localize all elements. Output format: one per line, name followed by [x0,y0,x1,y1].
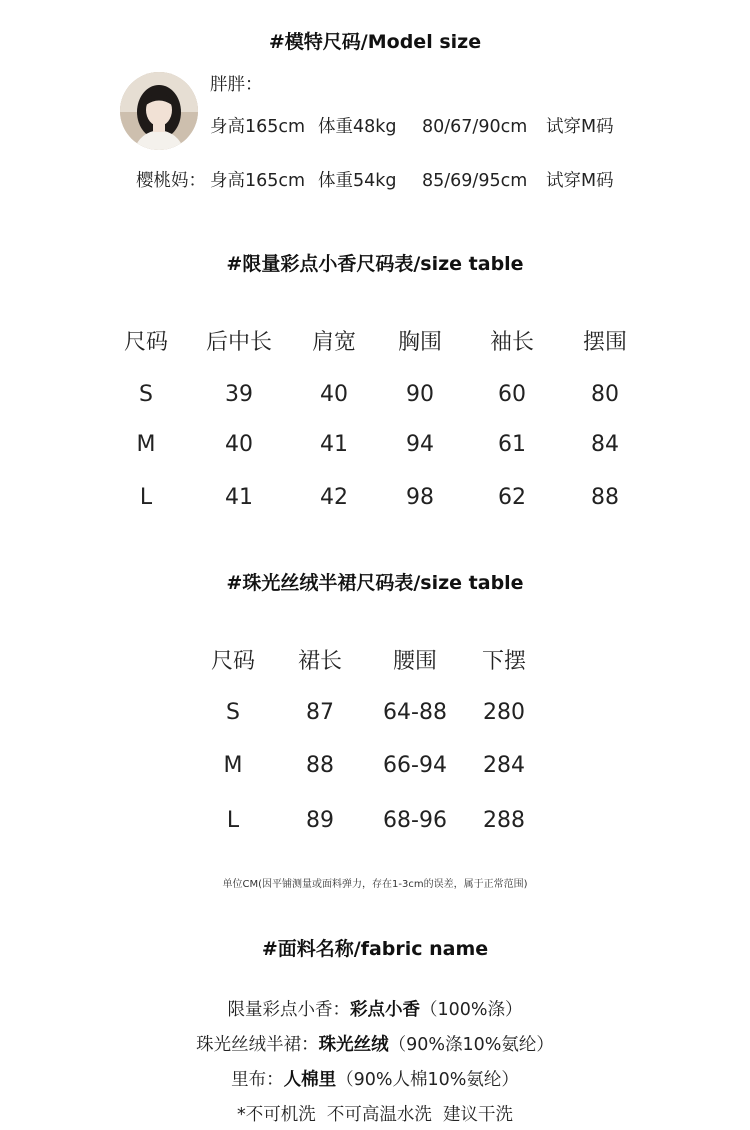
top-header-cell: 肩宽 [311,330,357,355]
top-cell: 61 [498,432,526,457]
top-cell: M [136,432,156,457]
skirt-size-table-heading: #珠光丝绒半裙尺码表/size table [226,572,524,594]
skirt-cell: 284 [483,753,525,778]
fabric-line-skirt-prefix: 珠光丝绒半裙： [196,1035,319,1055]
fabric-line-lining [0,1066,750,1091]
skirt-cell: 66-94 [383,753,447,778]
model-photo-icon [120,72,198,150]
skirt-cell: 88 [306,753,334,778]
top-size-table-heading: #限量彩点小香尺码表/size table [226,253,524,275]
top-cell: S [139,382,153,407]
care-instructions: *不可机洗 不可高温水洗 建议干洗 [237,1105,513,1125]
top-cell: 98 [406,485,434,510]
model2-stats [136,167,614,192]
fabric-line-skirt [0,1031,750,1056]
fabric-name-heading: #面料名称/fabric name [261,938,489,960]
skirt-cell: 68-96 [383,808,447,833]
fabric-line-skirt-material: 珠光丝绒 [318,1035,389,1055]
skirt-cell: 288 [483,808,525,833]
skirt-cell: 87 [306,700,334,725]
skirt-cell: L [226,808,240,833]
top-cell: 42 [320,485,348,510]
top-header-cell: 袖长 [489,330,535,355]
top-cell: 40 [225,432,253,457]
fabric-line-lining-material: 人棉里 [283,1070,337,1090]
top-cell: 90 [406,382,434,407]
model1-tried-size: 试穿M码 [546,117,614,137]
skirt-header-cell: 裙长 [297,649,343,674]
top-header-cell: 后中长 [205,330,273,355]
top-header-cell: 胸围 [397,330,443,355]
model-avatar [120,72,198,150]
fabric-line-lining-prefix: 里布： [231,1070,284,1090]
skirt-cell: 280 [483,700,525,725]
model2-measurements: 85/69/95cm [422,171,528,191]
top-cell: 60 [498,382,526,407]
model2-name: 樱桃妈： [136,171,206,191]
top-cell: 41 [225,485,253,510]
top-cell: 94 [406,432,434,457]
skirt-header-cell: 尺码 [210,649,256,674]
top-cell: 39 [225,382,253,407]
fabric-line-top-composition: （100%涤） [419,1000,523,1020]
fabric-line-skirt-composition: （90%涤10%氨纶） [388,1035,554,1055]
model1-measurements: 80/67/90cm [422,117,528,137]
skirt-cell: 89 [306,808,334,833]
top-cell: 41 [320,432,348,457]
skirt-cell: M [223,753,243,778]
top-header-cell: 尺码 [123,330,169,355]
top-cell: 84 [591,432,619,457]
model1-stats [210,113,614,138]
skirt-cell: S [226,700,240,725]
fabric-line-top-material: 彩点小香 [349,1000,420,1020]
top-cell: 88 [591,485,619,510]
model1-height: 身高165cm [210,117,306,137]
skirt-cell: 64-88 [383,700,447,725]
fabric-line-lining-composition: （90%人棉10%氨纶） [336,1070,519,1090]
top-cell: 62 [498,485,526,510]
model-size-heading: #模特尺码/Model size [268,31,482,53]
model2-tried-size: 试穿M码 [546,171,614,191]
top-cell: L [139,485,153,510]
top-cell: 80 [591,382,619,407]
model1-name: 胖胖： [210,75,263,95]
model1-weight: 体重48kg [318,117,397,137]
fabric-line-top [0,996,750,1021]
model2-weight: 体重54kg [318,171,397,191]
fabric-line-top-prefix: 限量彩点小香： [227,1000,350,1020]
skirt-header-cell: 下摆 [481,649,527,674]
top-cell: 40 [320,382,348,407]
top-header-cell: 摆围 [582,330,628,355]
measurement-note: 单位CM(因平铺测量或面料弹力，存在1-3cm的误差，属于正常范围) [222,879,528,890]
model2-height: 身高165cm [210,171,306,191]
skirt-header-cell: 腰围 [392,649,438,674]
